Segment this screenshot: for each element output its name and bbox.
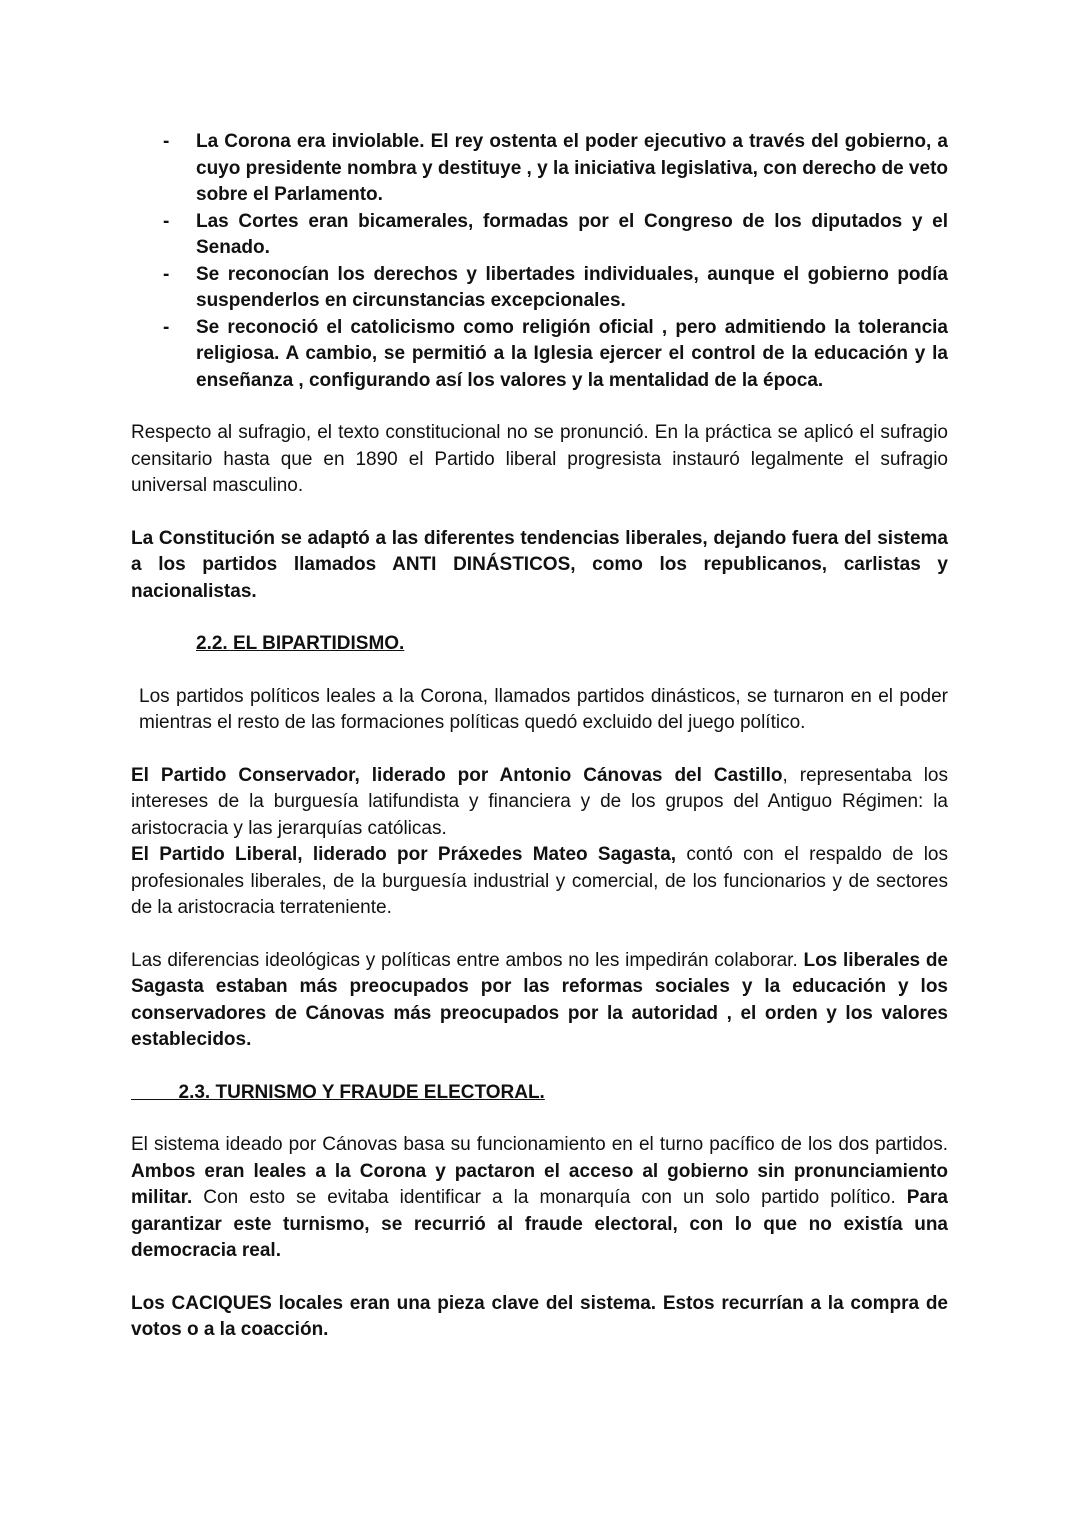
constitution-features-list xyxy=(131,129,948,394)
list-item xyxy=(131,315,948,395)
list-item xyxy=(131,262,948,315)
diferencias-bold: Los liberales de Sagasta estaban más preocupados por las reformas sociales y la educación y los conservadores de Cánovas más preocupados por la autoridad , el orden y los valores establecidos. xyxy=(131,949,948,1050)
list-item-text: La Corona era inviolable. El rey ostenta el poder ejecutivo a través del gobierno, a cuyo presidente nombra y destituye , y la iniciativa legislativa, con derecho de veto sobre el Parlamento. xyxy=(196,131,948,205)
list-item xyxy=(131,129,948,209)
sistema-text-2: Con esto se evitaba identificar a la monarquía con un solo partido político. xyxy=(192,1187,907,1208)
sistema-bold-1: Ambos eran leales a la Corona y pactaron el acceso al gobierno sin pronunciamiento militar. xyxy=(131,1160,948,1208)
conservador-text: , representaba los intereses de la burguesía latifundista y financiera y de los grupos del Antiguo Régimen: la aristocracia y las jerarquías católicas. xyxy=(131,764,948,839)
caciques-paragraph: Los CACIQUES locales eran una pieza clave del sistema. Estos recurrían a la compra de votos o a la coacción. xyxy=(131,1292,948,1340)
dash-marker: - xyxy=(163,210,170,232)
diferencias-text: Las diferencias ideológicas y políticas entre ambos no les impedirán colaborar. xyxy=(131,949,804,971)
section-heading-turnismo xyxy=(131,1080,948,1107)
liberal-lead: El Partido Liberal, liderado por Práxedes Mateo Sagasta, xyxy=(131,844,677,865)
dash-marker: - xyxy=(163,316,170,338)
section-heading-turnismo-text: 2.3. TURNISMO Y FRAUDE ELECTORAL. xyxy=(178,1081,545,1103)
section-heading-bipartidismo: 2.2. EL BIPARTIDISMO. xyxy=(196,633,405,654)
liberal-paragraph xyxy=(131,842,948,922)
dash-marker: - xyxy=(163,263,170,285)
liberal-text: contó con el respaldo de los profesionales liberales, de la burguesía industrial y comercial, de los funcionarios y de sectores de la aristocracia terrateniente. xyxy=(131,844,948,918)
list-item-text: Se reconoció el catolicismo como religión oficial , pero admitiendo la tolerancia religiosa. A cambio, se permitió a la Iglesia ejercer el control de la educación y la enseñanza , configurando así los valores y la mentalidad de la época. xyxy=(196,316,948,391)
page-content xyxy=(131,129,948,1344)
list-item xyxy=(131,209,948,262)
constitucion-paragraph: La Constitución se adaptó a las diferentes tendencias liberales, dejando fuera del sistema a los partidos llamados ANTI DINÁSTICOS, como los republicanos, carlistas y nacionalistas. xyxy=(131,527,948,602)
sistema-paragraph xyxy=(131,1132,948,1265)
dash-marker: - xyxy=(163,131,170,152)
list-item-text: Las Cortes eran bicamerales, formadas por el Congreso de los diputados y el Senado. xyxy=(196,210,948,258)
sistema-text-1: El sistema ideado por Cánovas basa su funcionamiento en el turno pacífico de los dos partidos. xyxy=(131,1134,948,1155)
partidos-dinasticos-paragraph: Los partidos políticos leales a la Corona, llamados partidos dinásticos, se turnaron en el poder mientras el resto de las formaciones políticas quedó excluido del juego político. xyxy=(139,685,948,733)
conservador-paragraph xyxy=(131,763,948,843)
conservador-lead: El Partido Conservador, liderado por Antonio Cánovas del Castillo xyxy=(131,764,783,786)
sufragio-paragraph: Respecto al sufragio, el texto constitucional no se pronunció. En la práctica se aplicó el sufragio censitario hasta que en 1890 el Partido liberal progresista instauró legalmente el sufragio universal masculino. xyxy=(131,422,948,496)
diferencias-paragraph xyxy=(131,948,948,1054)
list-item-text: Se reconocían los derechos y libertades individuales, aunque el gobierno podía suspenderlos en circunstancias excepcionales. xyxy=(196,263,948,311)
sistema-bold-2: Para garantizar este turnismo, se recurrió al fraude electoral, con lo que no existía una democracia real. xyxy=(131,1187,948,1261)
